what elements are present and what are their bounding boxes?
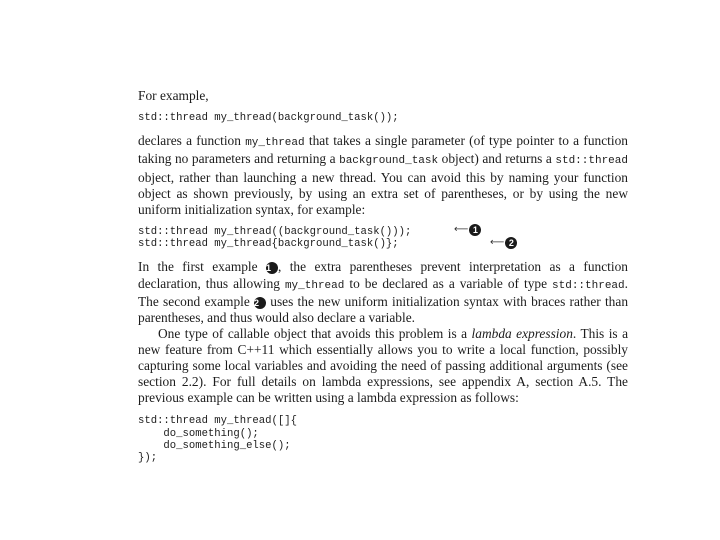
text-run: In the first example xyxy=(138,259,266,275)
code-line-uniform-initialization: std::thread my_thread{background_task()}; xyxy=(138,238,399,251)
paragraph-function-declaration xyxy=(138,133,628,217)
inline-code: std::thread xyxy=(552,279,625,292)
inline-code: my_thread xyxy=(284,279,345,292)
text-run: . This is a new feature from C++11 which essentially allows you to write a local function, possibly capturing some local variables and avoiding the need of passing additional arguments (see section 2.2). For full details on lambda expressions, see appendix A, section A.5. The previous example can be written using a lambda expression as follows: xyxy=(138,325,629,406)
text-run: declares a function xyxy=(138,133,246,149)
inline-code: background_task xyxy=(339,155,439,168)
inline-code: my_thread xyxy=(245,137,305,150)
code-block-thread-declaration: std::thread my_thread(background_task()); xyxy=(138,112,399,125)
annotation-2 xyxy=(490,237,517,249)
paragraph-explanation xyxy=(138,259,628,325)
code-block-lambda: std::thread my_thread([]{ do_something(); do_something_else(); }); xyxy=(138,415,297,465)
paragraph-lambda xyxy=(138,326,628,406)
callout-marker-2: 2 xyxy=(254,297,266,309)
intro-text: For example, xyxy=(138,88,209,103)
arrow-left-icon: ⟵ xyxy=(454,223,469,235)
annotation-1 xyxy=(454,224,481,236)
text-run: . The second example xyxy=(138,275,628,309)
text-run: uses the new uniform initialization syntax with braces rather than parentheses, and thus would also declare a variable. xyxy=(138,293,629,325)
text-run: object, rather than launching a new thread. You can avoid this by naming your function object as shown previously, by using an extra set of parentheses, or by using the new uniform initialization syntax, for example: xyxy=(138,169,628,217)
code-line-extra-parentheses: std::thread my_thread((background_task())); xyxy=(138,225,412,238)
callout-marker-1: 1 xyxy=(469,224,481,236)
text-run: to be declared as a variable of type xyxy=(344,275,553,291)
code-block-alternatives xyxy=(138,223,628,251)
emphasized-term: lambda expression xyxy=(471,325,573,341)
inline-code: std::thread xyxy=(555,155,628,168)
callout-marker-1: 1 xyxy=(266,262,278,274)
text-run: object) and returns a xyxy=(438,151,556,167)
page-content xyxy=(138,84,628,464)
arrow-left-icon: ⟵ xyxy=(490,236,505,248)
text-run: One type of callable object that avoids this problem is a xyxy=(158,325,472,341)
text-run: that takes a single parameter (of type pointer to a function taking no parameters and returning a xyxy=(138,133,628,167)
callout-marker-2: 2 xyxy=(505,237,517,249)
text-run: , the extra parentheses prevent interpretation as a function declaration, thus allowing xyxy=(138,259,628,291)
